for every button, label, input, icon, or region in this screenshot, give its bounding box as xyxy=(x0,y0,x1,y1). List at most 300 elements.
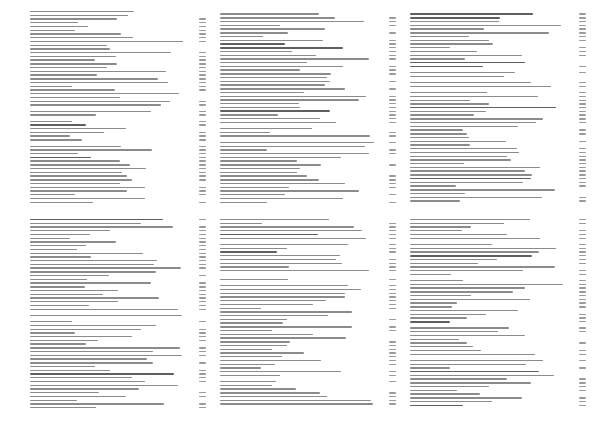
index-entry xyxy=(220,388,396,391)
entry-text xyxy=(30,132,104,133)
index-entry xyxy=(220,284,396,287)
entry-text xyxy=(30,290,118,291)
entry-page-number xyxy=(389,40,396,41)
entry-text xyxy=(410,13,533,15)
entry-page-number xyxy=(579,287,586,288)
index-entry xyxy=(30,222,206,225)
index-entry xyxy=(220,380,396,383)
index-entry xyxy=(30,66,206,69)
entry-page-number xyxy=(199,294,206,295)
entry-page-number xyxy=(579,156,586,157)
entry-page-number xyxy=(579,96,586,97)
entry-page-number xyxy=(389,81,396,82)
entry-page-number xyxy=(579,28,586,29)
index-entry xyxy=(410,20,586,23)
entry-text xyxy=(30,183,120,184)
entry-page-number xyxy=(389,149,396,150)
index-entry xyxy=(220,87,396,90)
entry-text xyxy=(410,306,452,307)
entry-text xyxy=(30,279,87,280)
entry-page-number xyxy=(579,25,586,26)
index-entry xyxy=(220,359,396,362)
entry-text xyxy=(220,13,319,14)
entry-page-number xyxy=(579,32,586,33)
entry-text xyxy=(220,25,280,26)
index-entry xyxy=(220,288,396,291)
index-entry xyxy=(220,348,396,351)
entry-text xyxy=(220,73,331,74)
entry-text xyxy=(220,326,352,327)
entry-page-number xyxy=(579,107,586,108)
index-entry xyxy=(410,359,586,362)
index-entry xyxy=(30,252,206,255)
index-entry xyxy=(220,27,396,30)
entry-page-number xyxy=(199,275,206,276)
index-entry xyxy=(30,103,206,106)
index-entry xyxy=(220,333,396,336)
entry-page-number xyxy=(389,96,396,97)
index-entry xyxy=(30,293,206,296)
entry-page-number xyxy=(579,280,586,281)
entry-text xyxy=(410,144,470,145)
entry-text xyxy=(30,187,145,188)
entry-page-number xyxy=(579,302,586,303)
entry-page-number xyxy=(579,314,586,315)
index-entry xyxy=(220,403,396,406)
entry-page-number xyxy=(579,397,586,398)
entry-text xyxy=(220,259,336,260)
entry-page-number xyxy=(579,100,586,101)
index-entry xyxy=(30,354,206,357)
entry-page-number xyxy=(579,327,586,328)
index-entry xyxy=(410,155,586,158)
entry-page-number xyxy=(199,301,206,302)
entry-text xyxy=(30,309,178,310)
entry-text xyxy=(220,263,342,264)
entry-text xyxy=(410,28,484,29)
entry-page-number xyxy=(579,13,586,14)
entry-text xyxy=(220,300,326,301)
entry-text xyxy=(30,190,127,191)
entry-text xyxy=(220,190,359,191)
index-entry xyxy=(30,369,206,372)
index-entry xyxy=(30,300,206,303)
entry-text xyxy=(220,153,369,154)
entry-page-number xyxy=(389,69,396,70)
index-entry xyxy=(220,344,396,347)
entry-page-number xyxy=(199,168,206,169)
index-entry xyxy=(30,100,206,103)
index-entry xyxy=(220,258,396,261)
index-entry xyxy=(30,391,206,394)
entry-page-number xyxy=(389,244,396,245)
index-entry xyxy=(410,75,586,78)
index-entry xyxy=(410,229,586,232)
entry-page-number xyxy=(579,118,586,119)
index-entry xyxy=(410,237,586,240)
entry-page-number xyxy=(389,99,396,100)
entry-page-number xyxy=(579,200,586,201)
entry-text xyxy=(30,275,109,276)
entry-page-number xyxy=(579,401,586,402)
entry-page-number xyxy=(579,382,586,383)
entry-page-number xyxy=(199,336,206,337)
entry-text xyxy=(30,63,117,64)
entry-page-number xyxy=(389,319,396,320)
entry-text xyxy=(30,74,97,75)
entry-page-number xyxy=(579,295,586,296)
index-entry xyxy=(30,380,206,383)
entry-page-number xyxy=(389,345,396,346)
entry-page-number xyxy=(389,175,396,176)
entry-text xyxy=(220,322,283,323)
entry-text xyxy=(220,293,345,294)
index-entry xyxy=(30,70,206,73)
index-entry xyxy=(30,44,206,47)
index-entry xyxy=(410,320,586,323)
index-entry xyxy=(410,330,586,333)
entry-text xyxy=(410,263,478,264)
entry-text xyxy=(410,266,555,267)
index-entry xyxy=(220,355,396,358)
index-entry xyxy=(30,36,206,39)
entry-text xyxy=(220,172,297,173)
index-entry xyxy=(30,240,206,243)
entry-text xyxy=(410,295,471,296)
index-entry xyxy=(30,17,206,20)
entry-text xyxy=(220,103,299,104)
entry-page-number xyxy=(199,347,206,348)
entry-text xyxy=(30,149,152,150)
entry-page-number xyxy=(199,321,206,322)
index-entry xyxy=(410,334,586,337)
entry-text xyxy=(30,52,171,53)
index-entry xyxy=(220,391,396,394)
index-entry xyxy=(30,278,206,281)
entry-text xyxy=(220,62,307,63)
entry-text xyxy=(220,266,289,267)
index-entry xyxy=(30,218,206,221)
entry-text xyxy=(30,22,78,23)
index-entry xyxy=(30,186,206,189)
entry-text xyxy=(30,219,163,221)
entry-text xyxy=(410,342,467,343)
entry-page-number xyxy=(579,129,586,130)
index-entry xyxy=(410,290,586,293)
entry-text xyxy=(410,299,530,300)
index-entry xyxy=(410,313,586,316)
index-entry xyxy=(410,151,586,154)
index-entry xyxy=(410,349,586,352)
entry-text xyxy=(410,255,532,257)
entry-page-number xyxy=(389,285,396,286)
entry-page-number xyxy=(389,25,396,26)
entry-text xyxy=(220,55,316,56)
index-entry xyxy=(30,10,206,13)
entry-page-number xyxy=(199,245,206,246)
entry-text xyxy=(30,403,164,404)
entry-text xyxy=(410,137,469,138)
index-entry xyxy=(30,320,206,323)
index-entry xyxy=(220,110,396,113)
entry-text xyxy=(410,364,526,365)
index-entry xyxy=(30,358,206,361)
entry-text xyxy=(220,149,267,150)
entry-page-number xyxy=(579,350,586,351)
index-entry xyxy=(410,35,586,38)
entry-page-number xyxy=(199,67,206,68)
index-entry xyxy=(220,163,396,166)
index-entry xyxy=(30,395,206,398)
entry-page-number xyxy=(199,219,206,220)
index-entry xyxy=(30,160,206,163)
entry-page-number xyxy=(579,244,586,245)
index-entry xyxy=(410,170,586,173)
index-entry xyxy=(410,50,586,53)
entry-text xyxy=(30,97,120,98)
index-entry xyxy=(30,259,206,262)
entry-page-number xyxy=(579,86,586,87)
index-column xyxy=(220,10,396,210)
entry-page-number xyxy=(389,375,396,376)
index-entry xyxy=(30,285,206,288)
index-entry xyxy=(410,265,586,268)
entry-text xyxy=(410,47,450,48)
index-entry xyxy=(410,370,586,373)
index-entry xyxy=(30,339,206,342)
index-entry xyxy=(220,303,396,306)
entry-text xyxy=(410,331,498,332)
entry-page-number xyxy=(579,386,586,387)
entry-text xyxy=(410,248,556,249)
index-entry xyxy=(410,54,586,57)
index-entry xyxy=(410,302,586,305)
index-entry xyxy=(410,57,586,60)
index-entry xyxy=(220,80,396,83)
entry-page-number xyxy=(579,284,586,285)
entry-page-number xyxy=(579,159,586,160)
entry-text xyxy=(220,66,343,67)
entry-text xyxy=(220,244,348,245)
index-entry xyxy=(30,365,206,368)
index-entry xyxy=(220,42,396,45)
entry-page-number xyxy=(199,286,206,287)
entry-page-number xyxy=(579,72,586,73)
index-entry xyxy=(220,189,396,192)
entry-page-number xyxy=(579,331,586,332)
entry-page-number xyxy=(199,377,206,378)
entry-text xyxy=(410,114,474,115)
entry-text xyxy=(30,18,117,19)
entry-page-number xyxy=(389,43,396,44)
index-entry xyxy=(220,106,396,109)
entry-page-number xyxy=(199,89,206,90)
entry-page-number xyxy=(389,135,396,136)
index-entry xyxy=(30,145,206,148)
index-entry xyxy=(410,125,586,128)
index-entry xyxy=(220,171,396,174)
entry-text xyxy=(410,287,525,288)
entry-text xyxy=(410,321,450,323)
entry-text xyxy=(410,346,473,347)
entry-text xyxy=(220,118,320,119)
entry-page-number xyxy=(579,47,586,48)
index-entry xyxy=(30,88,206,91)
entry-text xyxy=(30,45,107,46)
entry-text xyxy=(410,152,519,153)
entry-text xyxy=(30,194,75,195)
entry-text xyxy=(220,36,263,37)
entry-text xyxy=(30,351,153,352)
entry-page-number xyxy=(199,18,206,19)
index-entry xyxy=(220,91,396,94)
entry-page-number xyxy=(199,56,206,57)
entry-text xyxy=(30,135,70,136)
entry-page-number xyxy=(199,74,206,75)
entry-page-number xyxy=(579,219,586,220)
index-entry xyxy=(220,186,396,189)
entry-text xyxy=(30,332,75,333)
entry-text xyxy=(30,114,96,115)
index-entry xyxy=(410,99,586,102)
entry-page-number xyxy=(579,360,586,361)
entry-text xyxy=(410,375,554,376)
entry-text xyxy=(410,280,463,281)
index-entry xyxy=(220,50,396,53)
entry-text xyxy=(220,40,323,41)
index-entry xyxy=(220,299,396,302)
index-entry xyxy=(220,262,396,265)
index-entry xyxy=(410,102,586,105)
index-entry xyxy=(30,96,206,99)
entry-text xyxy=(220,238,366,239)
entry-text xyxy=(30,175,127,176)
entry-text xyxy=(220,279,288,280)
index-entry xyxy=(220,395,396,398)
entry-text xyxy=(220,146,365,147)
entry-text xyxy=(220,381,276,382)
entry-text xyxy=(410,107,556,109)
entry-text xyxy=(30,297,159,298)
entry-text xyxy=(220,110,330,112)
entry-page-number xyxy=(199,124,206,125)
entry-text xyxy=(220,223,262,224)
index-entry xyxy=(220,46,396,49)
entry-text xyxy=(30,245,86,246)
entry-page-number xyxy=(199,260,206,261)
index-entry xyxy=(220,39,396,42)
entry-text xyxy=(30,271,156,272)
entry-page-number xyxy=(199,33,206,34)
entry-page-number xyxy=(199,249,206,250)
entry-page-number xyxy=(389,194,396,195)
entry-text xyxy=(30,198,145,199)
entry-page-number xyxy=(389,223,396,224)
entry-page-number xyxy=(199,332,206,333)
entry-text xyxy=(410,200,460,201)
entry-text xyxy=(30,226,173,227)
entry-text xyxy=(220,364,275,365)
index-entry xyxy=(30,178,206,181)
entry-text xyxy=(30,128,126,129)
entry-page-number xyxy=(199,172,206,173)
entry-page-number xyxy=(389,142,396,143)
entry-text xyxy=(220,396,327,397)
entry-text xyxy=(30,41,183,42)
entry-text xyxy=(410,178,531,180)
index-entry xyxy=(410,258,586,261)
entry-text xyxy=(220,179,319,180)
entry-text xyxy=(220,157,341,158)
entry-text xyxy=(220,28,325,29)
entry-page-number xyxy=(199,267,206,268)
entry-text xyxy=(220,135,370,136)
index-entry xyxy=(220,127,396,130)
entry-page-number xyxy=(389,88,396,89)
entry-page-number xyxy=(199,253,206,254)
entry-page-number xyxy=(199,121,206,122)
index-entry xyxy=(30,406,206,409)
index-entry xyxy=(30,399,206,402)
entry-text xyxy=(410,238,540,239)
entry-text xyxy=(220,230,362,231)
entry-page-number xyxy=(199,351,206,352)
entry-text xyxy=(30,104,161,105)
index-entry xyxy=(410,117,586,120)
entry-text xyxy=(410,317,467,318)
index-entry xyxy=(410,404,586,407)
index-entry xyxy=(220,325,396,328)
entry-page-number xyxy=(199,407,206,408)
index-entry xyxy=(220,340,396,343)
index-entry xyxy=(410,294,586,297)
entry-text xyxy=(410,17,500,19)
entry-page-number xyxy=(199,190,206,191)
index-entry xyxy=(220,197,396,200)
entry-text xyxy=(220,69,300,70)
entry-text xyxy=(30,26,88,27)
entry-page-number xyxy=(389,360,396,361)
index-entry xyxy=(410,273,586,276)
entry-page-number xyxy=(389,47,396,48)
entry-text xyxy=(220,289,361,290)
index-entry xyxy=(220,351,396,354)
entry-text xyxy=(30,301,118,302)
entry-text xyxy=(30,407,96,408)
entry-text xyxy=(410,103,489,104)
entry-text xyxy=(30,321,72,322)
entry-page-number xyxy=(389,153,396,154)
entry-page-number xyxy=(199,362,206,363)
entry-page-number xyxy=(199,101,206,102)
entry-text xyxy=(30,139,82,140)
index-entry xyxy=(410,222,586,225)
entry-text xyxy=(410,339,459,340)
entry-text xyxy=(30,146,121,147)
index-entry xyxy=(220,95,396,98)
entry-page-number xyxy=(199,256,206,257)
index-entry xyxy=(410,128,586,131)
entry-text xyxy=(30,160,120,161)
entry-text xyxy=(30,267,181,268)
index-entry xyxy=(410,177,586,180)
index-entry xyxy=(30,51,206,54)
index-entry xyxy=(30,328,206,331)
entry-text xyxy=(220,251,277,253)
index-entry xyxy=(410,181,586,184)
index-entry xyxy=(30,148,206,151)
entry-text xyxy=(220,17,335,18)
